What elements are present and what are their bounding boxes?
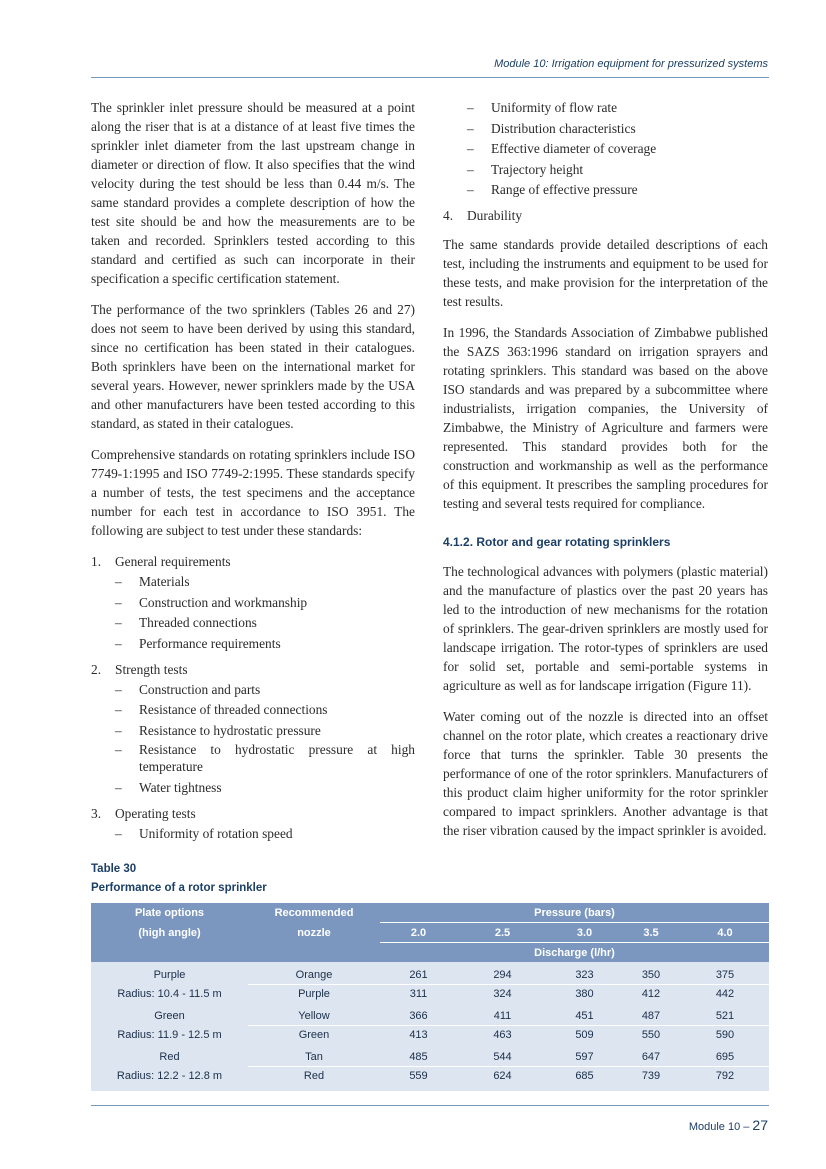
header-discharge: Discharge (l/hr) [380, 943, 769, 963]
discharge-cell: 550 [621, 1026, 681, 1045]
discharge-cell: 311 [380, 985, 457, 1004]
header-pressure: Pressure (bars) [380, 903, 769, 923]
sub-list-item: – Effective diameter of coverage [467, 141, 657, 156]
discharge-cell: 509 [548, 1026, 621, 1045]
sub-list-item: – Resistance of threaded connections [115, 702, 328, 717]
plate-radius: Radius: 12.2 - 12.8 m [91, 1067, 248, 1086]
list-label: Strength tests [115, 661, 188, 677]
discharge-cell: 324 [457, 985, 548, 1004]
nozzle-cell: Purple [248, 985, 380, 1004]
discharge-cell: 544 [457, 1048, 548, 1067]
discharge-cell: 521 [681, 1007, 769, 1026]
list-number: 3. [91, 806, 102, 821]
header-plate-options: Plate options [91, 903, 248, 923]
sub-list-item: – Construction and parts [115, 681, 261, 697]
left-column [91, 98, 415, 845]
sub-list-item: – Performance requirements [115, 635, 281, 651]
table-row [91, 985, 769, 1004]
discharge-cell: 739 [621, 1067, 681, 1086]
sub-list [443, 98, 768, 199]
header-plate-options-sub: (high angle) [91, 923, 248, 943]
table-row [91, 1067, 769, 1086]
footer-rule [91, 1105, 769, 1106]
nozzle-cell: Yellow [248, 1007, 380, 1026]
list-item [91, 660, 415, 679]
list-item [443, 206, 768, 225]
list-label: Durability [467, 208, 523, 223]
discharge-cell: 792 [681, 1067, 769, 1086]
list-item [91, 804, 415, 823]
discharge-cell: 647 [621, 1048, 681, 1067]
table-row [91, 966, 769, 985]
paragraph: The performance of the two sprinklers (Tables 26 and 27) does not seem to have been derived by using this standard, since no certification has been stated in their catalogues. Both sprinklers have been on the international market for several years. However, newer sprinklers made by the USA and other manufacturers have been tested according to this standard, as stated in their catalogues. [91, 302, 415, 431]
page-number: 27 [752, 1117, 768, 1133]
table-row [91, 1048, 769, 1067]
discharge-cell: 412 [621, 985, 681, 1004]
sub-list-item: – Uniformity of flow rate [467, 100, 618, 115]
discharge-cell: 442 [681, 985, 769, 1004]
sub-list-item: – Water tightness [115, 780, 222, 795]
discharge-cell: 597 [548, 1048, 621, 1067]
page-footer [689, 1117, 768, 1133]
discharge-cell: 413 [380, 1026, 457, 1045]
table-row [91, 1026, 769, 1045]
discharge-cell: 375 [681, 966, 769, 985]
list-label: General requirements [115, 554, 231, 569]
list-number: 2. [91, 661, 102, 677]
footer-module: Module 10 – [688, 1121, 750, 1133]
sub-list [91, 680, 415, 798]
plate-color: Red [91, 1048, 248, 1067]
discharge-cell: 261 [380, 966, 457, 985]
list-number: 1. [91, 554, 102, 569]
nozzle-cell: Orange [248, 966, 380, 985]
header-pressure-value: 2.0 [380, 923, 457, 943]
discharge-cell: 366 [380, 1007, 457, 1026]
nozzle-cell: Red [248, 1067, 380, 1086]
discharge-cell: 411 [457, 1007, 548, 1026]
header-pressure-value: 3.5 [621, 923, 681, 943]
plate-radius: Radius: 11.9 - 12.5 m [91, 1026, 248, 1045]
right-column [443, 98, 768, 852]
sub-list-item: – Materials [115, 574, 190, 589]
sub-list-item: – Uniformity of rotation speed [115, 826, 293, 841]
section-heading: 4.1.2. Rotor and gear rotating sprinklers [443, 535, 671, 549]
paragraph: The sprinkler inlet pressure should be measured at a point along the riser that is at a distance of at least five times the sprinkler inlet diameter from the last upstream change in diameter or direction of flow. It also specifies that the wind velocity during the test should be less than 0.44 m/s. The same standard provides a complete description of how the test site should be and how the measurements are to be taken and recorded. Sprinklers tested according to this standard and certified as such can incorporate in their specification a specific certification statement. [91, 100, 415, 286]
list-label: Operating tests [115, 806, 196, 821]
table-row [91, 1007, 769, 1026]
sub-list-item: – Construction and workmanship [115, 594, 308, 610]
list-number: 4. [443, 208, 454, 223]
paragraph: Water coming out of the nozzle is directed into an offset channel on the rotor plate, which creates a reactionary drive force that turns the sprinkler. Table 30 presents the performance of one of the rotor sprinklers. Manufacturers of this product claim higher uniformity for the rotor sprinkler compared to impact sprinklers. Another advantage is that the riser vibration caused by the impact sprinkler is avoided. [443, 709, 768, 838]
paragraph: The technological advances with polymers (plastic material) and the manufacture of plastics over the past 20 years has led to the introduction of new mechanisms for the rotation of sprinklers. The gear-driven sprinklers are mostly used for landscape irrigation. The rotor-types of sprinklers are used for solid set, portable and semi-portable systems in agriculture as well as for landscape irrigation (Figure 11). [443, 564, 768, 693]
header-nozzle-sub: nozzle [248, 923, 380, 943]
plate-radius: Radius: 10.4 - 11.5 m [91, 985, 248, 1004]
sub-list-item: – Distribution characteristics [467, 120, 636, 136]
discharge-cell: 294 [457, 966, 548, 985]
performance-table [91, 903, 769, 1091]
discharge-cell: 350 [621, 966, 681, 985]
header-rule [91, 77, 769, 78]
plate-color: Green [91, 1007, 248, 1026]
header-pressure-value: 3.0 [548, 923, 621, 943]
sub-list-item: – Range of effective pressure [467, 182, 638, 197]
header-pressure-value: 2.5 [457, 923, 548, 943]
sub-list [91, 824, 415, 843]
header-pressure-value: 4.0 [681, 923, 769, 943]
header-nozzle: Recommended [248, 903, 380, 923]
paragraph: The same standards provide detailed descriptions of each test, including the instruments and equipment to be used for these tests, and make provision for the interpretation of the test results. [443, 237, 768, 309]
discharge-cell: 624 [457, 1067, 548, 1086]
test-list [91, 552, 415, 843]
discharge-cell: 559 [380, 1067, 457, 1086]
discharge-cell: 590 [681, 1026, 769, 1045]
discharge-cell: 380 [548, 985, 621, 1004]
discharge-cell: 485 [380, 1048, 457, 1067]
discharge-cell: 695 [681, 1048, 769, 1067]
running-header: Module 10: Irrigation equipment for pressurized systems [494, 58, 768, 70]
paragraph: In 1996, the Standards Association of Zimbabwe published the SAZS 363:1996 standard on irrigation sprayers and rotating sprinklers. This standard was based on the above ISO standards and was prepared by a subcommittee where industrialists, irrigation companies, the University of Zimbabwe, the Ministry of Agriculture and farmers were represented. This standard provides both for the construction and workmanship as well as the performance of this equipment. It prescribes the sampling procedures for testing and several tests required for compliance. [443, 325, 768, 511]
list-item [91, 552, 415, 571]
sub-list-item: – Trajectory height [467, 161, 584, 177]
discharge-cell: 685 [548, 1067, 621, 1086]
sub-list-item: – Resistance to hydrostatic pressure at high temperature [115, 742, 415, 774]
discharge-cell: 463 [457, 1026, 548, 1045]
nozzle-cell: Green [248, 1026, 380, 1045]
sub-list-item: – Resistance to hydrostatic pressure [115, 722, 321, 738]
plate-color: Purple [91, 966, 248, 985]
sub-list [91, 572, 415, 653]
discharge-cell: 487 [621, 1007, 681, 1026]
nozzle-cell: Tan [248, 1048, 380, 1067]
paragraph: Comprehensive standards on rotating sprinklers include ISO 7749-1:1995 and ISO 7749-2:1995. These standards specify a number of tests, the test specimens and the acceptance number for each test in accordance to ISO 3951. The following are subject to test under these standards: [91, 447, 415, 538]
discharge-cell: 451 [548, 1007, 621, 1026]
discharge-cell: 323 [548, 966, 621, 985]
table-title: Performance of a rotor sprinkler [91, 882, 267, 894]
sub-list-item: – Threaded connections [115, 615, 257, 630]
table-label: Table 30 [91, 863, 137, 875]
